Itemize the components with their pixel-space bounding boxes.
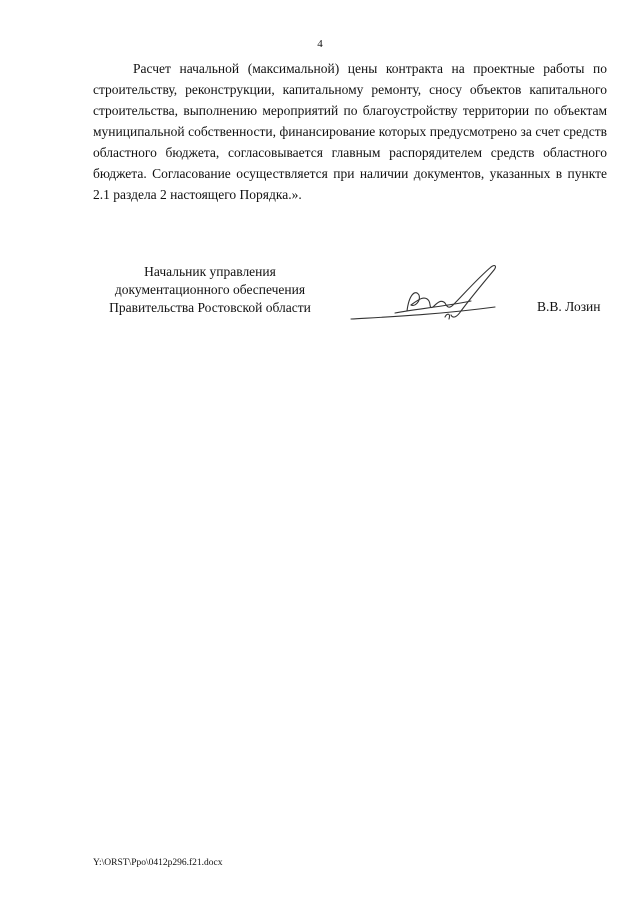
signer-position — [90, 263, 330, 317]
page-number: 4 — [317, 38, 323, 50]
signer-name: В.В. Лозин — [537, 299, 601, 314]
footer-file-path: Y:\ORST\Ppo\0412p296.f21.docx — [93, 858, 223, 868]
position-line-2: документационного обеспечения — [114, 282, 306, 297]
signature-block — [0, 263, 640, 333]
handwritten-signature — [345, 255, 515, 335]
position-line-3: Правительства Ростовской области — [109, 300, 311, 315]
position-line-1: Начальник управления — [144, 264, 276, 279]
body-paragraph: Расчет начальной (максимальной) цены контракта на проектные работы по строительству, реконструкции, капитальному ремонту, сносу объектов капитального строительства, выполнению мероприятий по благоустройству территории по объектам муниципальной собственности, финансирование которых предусмотрено за счет средств областного бюджета, согласовывается главным распорядителем средств областного бюджета. Согласование осуществляется при наличии документов, указанных в пункте 2.1 раздела 2 настоящего Порядка.». — [93, 61, 607, 202]
